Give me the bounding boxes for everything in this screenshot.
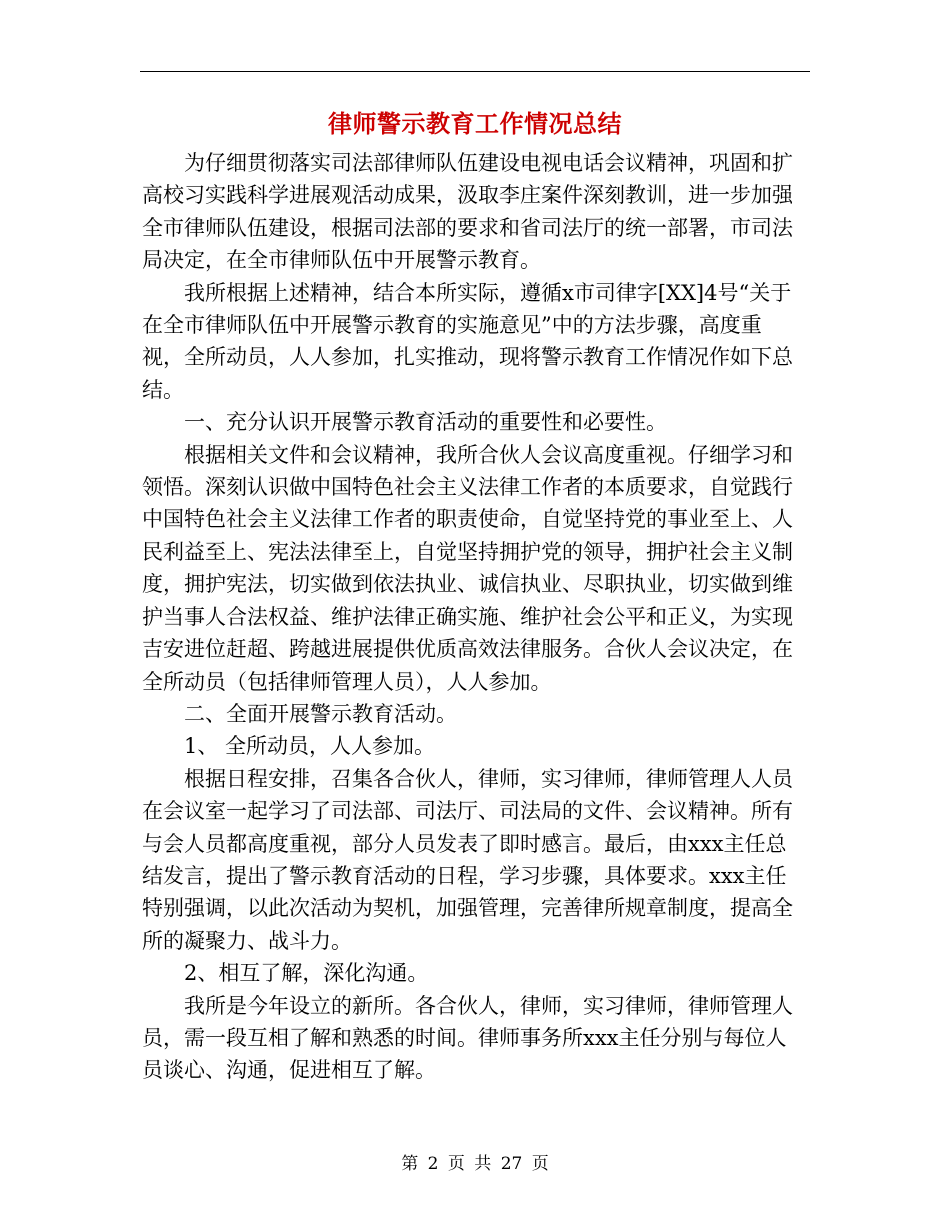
paragraph-intro: 为仔细贯彻落实司法部律师队伍建设电视电话会议精神，巩固和扩高校习实践科学进展观活动成果，汲取李庄案件深刻教训，进一步加强全市律师队伍建设，根据司法部的要求和省司法厅的统一部署，市司法局决定，在全市律师队伍中开展警示教育。 xyxy=(142,151,793,273)
subsection-heading-2: 2、相互了解，深化沟通。 xyxy=(184,961,429,986)
section-heading-2: 二、全面开展警示教育活动。 xyxy=(184,701,457,726)
page-number: 第 2 页 共 27 页 xyxy=(401,1154,549,1174)
paragraph-subsection-2: 我所是今年设立的新所。各合伙人，律师，实习律师，律师管理人员，需一段互相了解和熟悉的时间。律师事务所xxx主任分别与每位人员谈心、沟通，促进相互了解。 xyxy=(142,993,793,1083)
section-heading-1: 一、充分认识开展警示教育活动的重要性和必要性。 xyxy=(184,410,667,435)
header-rule xyxy=(140,71,810,72)
paragraph-section-1: 根据相关文件和会议精神，我所合伙人会议高度重视。仔细学习和领悟。深刻认识做中国特色社会主义法律工作者的本质要求，自觉践行中国特色社会主义法律工作者的职责使命，自觉坚持党的事业至上、人民利益至上、宪法法律至上，自觉坚持拥护党的领导，拥护社会主义制度，拥护宪法，切实做到依法执业、诚信执业、尽职执业，切实做到维护当事人合法权益、维护法律正确实施、维护社会公平和正义，为实现吉安进位赶超、跨越进展提供优质高效法律服务。合伙人会议决定，在全所动员（包括律师管理人员），人人参加。 xyxy=(142,442,793,694)
paragraph-basis: 我所根据上述精神，结合本所实际，遵循x市司律字[XX]4号“关于在全市律师队伍中开展警示教育的实施意见”中的方法步骤，高度重视，全所动员，人人参加，扎实推动，现将警示教育工作情况作如下总结。 xyxy=(142,280,793,402)
subsection-heading-1: 1、 全所动员，人人参加。 xyxy=(184,734,436,759)
document-body xyxy=(142,147,802,1087)
paragraph-subsection-1: 根据日程安排，召集各合伙人，律师，实习律师，律师管理人人员在会议室一起学习了司法部、司法厅、司法局的文件、会议精神。所有与会人员都高度重视，部分人员发表了即时感言。最后，由xxx主任总结发言，提出了警示教育活动的日程，学习步骤，具体要求。xxx主任特别强调，以此次活动为契机，加强管理，完善律所规章制度，提高全所的凝聚力、战斗力。 xyxy=(142,766,793,953)
document-title: 律师警示教育工作情况总结 xyxy=(328,109,622,138)
